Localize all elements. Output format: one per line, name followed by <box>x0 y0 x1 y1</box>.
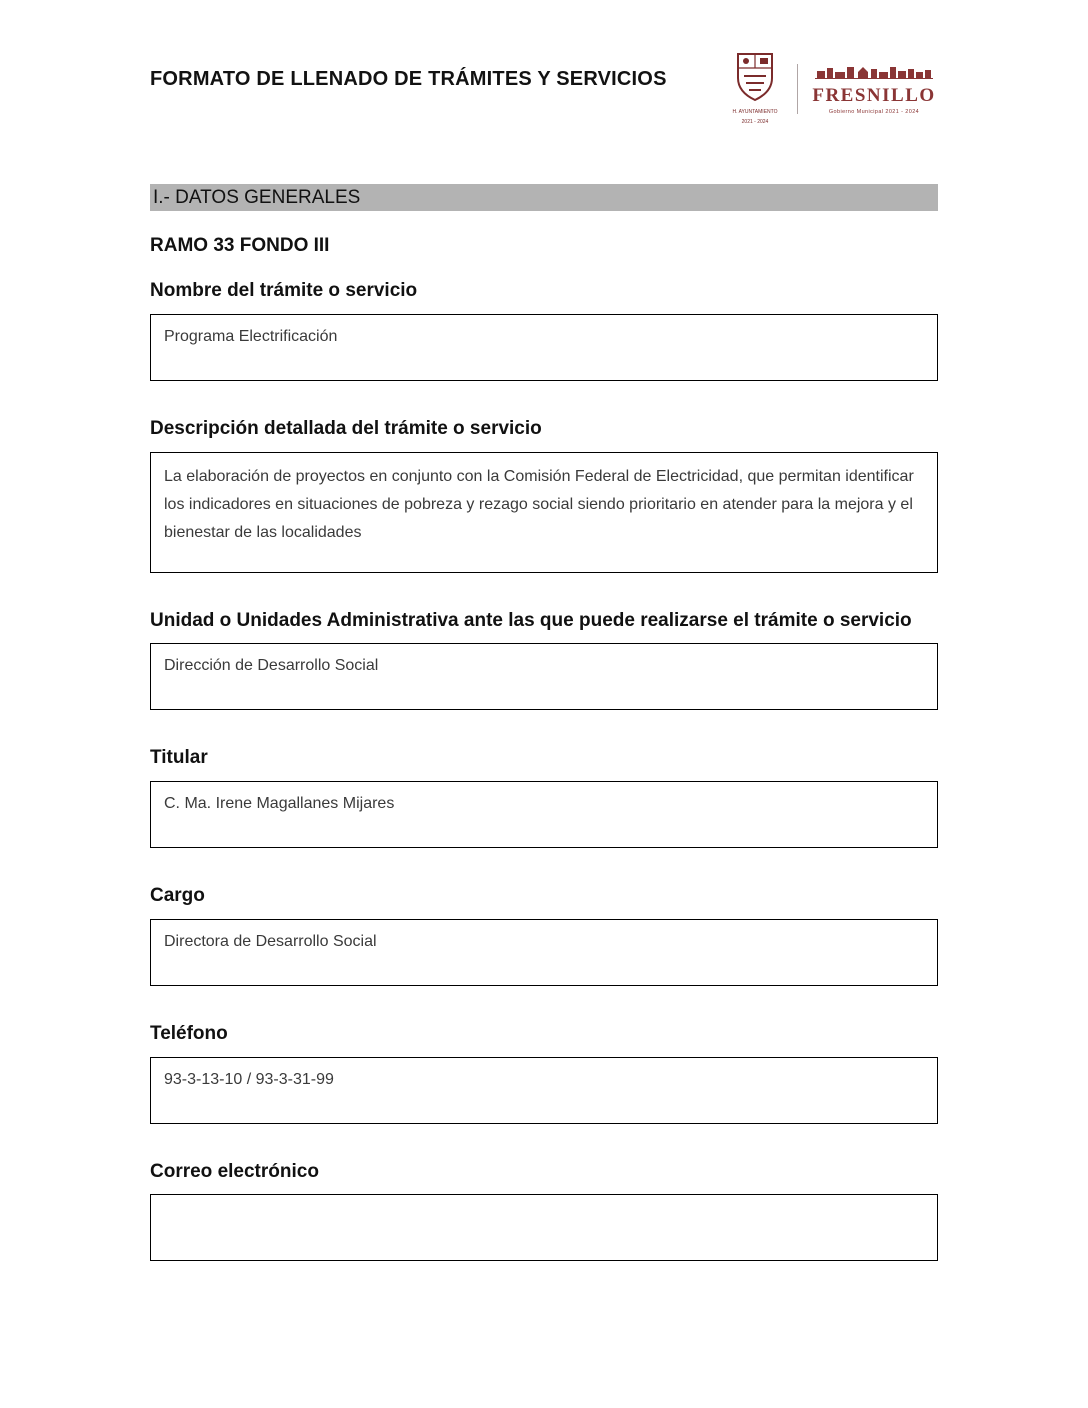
field-input-box-titular[interactable] <box>150 781 938 848</box>
subsection-title-ramo: RAMO 33 FONDO III <box>150 235 330 256</box>
field-unidad-administrativa <box>150 609 938 711</box>
field-input-box-descripcion[interactable] <box>150 452 938 573</box>
brand-name: FRESNILLO <box>812 85 936 106</box>
field-label: Descripción detallada del trámite o servicio <box>150 417 542 439</box>
field-value: La elaboración de proyectos en conjunto con la Comisión Federal de Electricidad, que permitan identificar los indicadores en situaciones de pobreza y rezago social siendo prioritario en atender para la mejora y el bienestar de las localidades <box>164 467 914 541</box>
field-telefono <box>150 1022 938 1124</box>
field-label: Teléfono <box>150 1022 228 1044</box>
city-skyline-icon <box>815 63 933 84</box>
field-value: Dirección de Desarrollo Social <box>164 657 379 675</box>
fresnillo-wordmark <box>810 63 938 115</box>
crest-shield-icon <box>735 52 775 107</box>
field-input-box-telefono[interactable] <box>150 1057 938 1124</box>
field-nombre-tramite <box>150 279 938 381</box>
section-header-datos-generales: I.- DATOS GENERALES <box>150 184 938 211</box>
field-titular <box>150 746 938 848</box>
field-label: Correo electrónico <box>150 1160 319 1182</box>
field-value: Directora de Desarrollo Social <box>164 932 377 950</box>
field-label: Unidad o Unidades Administrativa ante las que puede realizarse el trámite o servicio <box>150 609 912 631</box>
field-label: Titular <box>150 747 208 769</box>
field-input-box-correo[interactable] <box>150 1194 938 1261</box>
field-input-box-nombre[interactable] <box>150 314 938 381</box>
field-value: C. Ma. Irene Magallanes Mijares <box>164 795 395 812</box>
document-header <box>150 52 938 126</box>
document-title: FORMATO DE LLENADO DE TRÁMITES Y SERVICIOS <box>150 68 667 90</box>
fresnillo-logo <box>725 52 938 126</box>
field-label: Nombre del trámite o servicio <box>150 280 418 301</box>
field-value: 93-3-13-10 / 93-3-31-99 <box>164 1070 334 1088</box>
crest-caption-line2: 2021 - 2024 <box>741 118 769 125</box>
field-input-box-unidad[interactable] <box>150 643 938 710</box>
field-correo-electronico <box>150 1160 938 1262</box>
field-value: Programa Electrificación <box>164 327 338 345</box>
logo-divider <box>797 64 798 114</box>
crest-caption-line1: H. AYUNTAMIENTO <box>732 109 778 115</box>
field-input-box-cargo[interactable] <box>150 919 938 986</box>
field-descripcion <box>150 417 938 573</box>
field-cargo <box>150 884 938 986</box>
brand-tagline: Gobierno Municipal 2021 - 2024 <box>828 109 920 115</box>
field-label: Cargo <box>150 885 205 906</box>
municipal-crest <box>725 52 785 126</box>
